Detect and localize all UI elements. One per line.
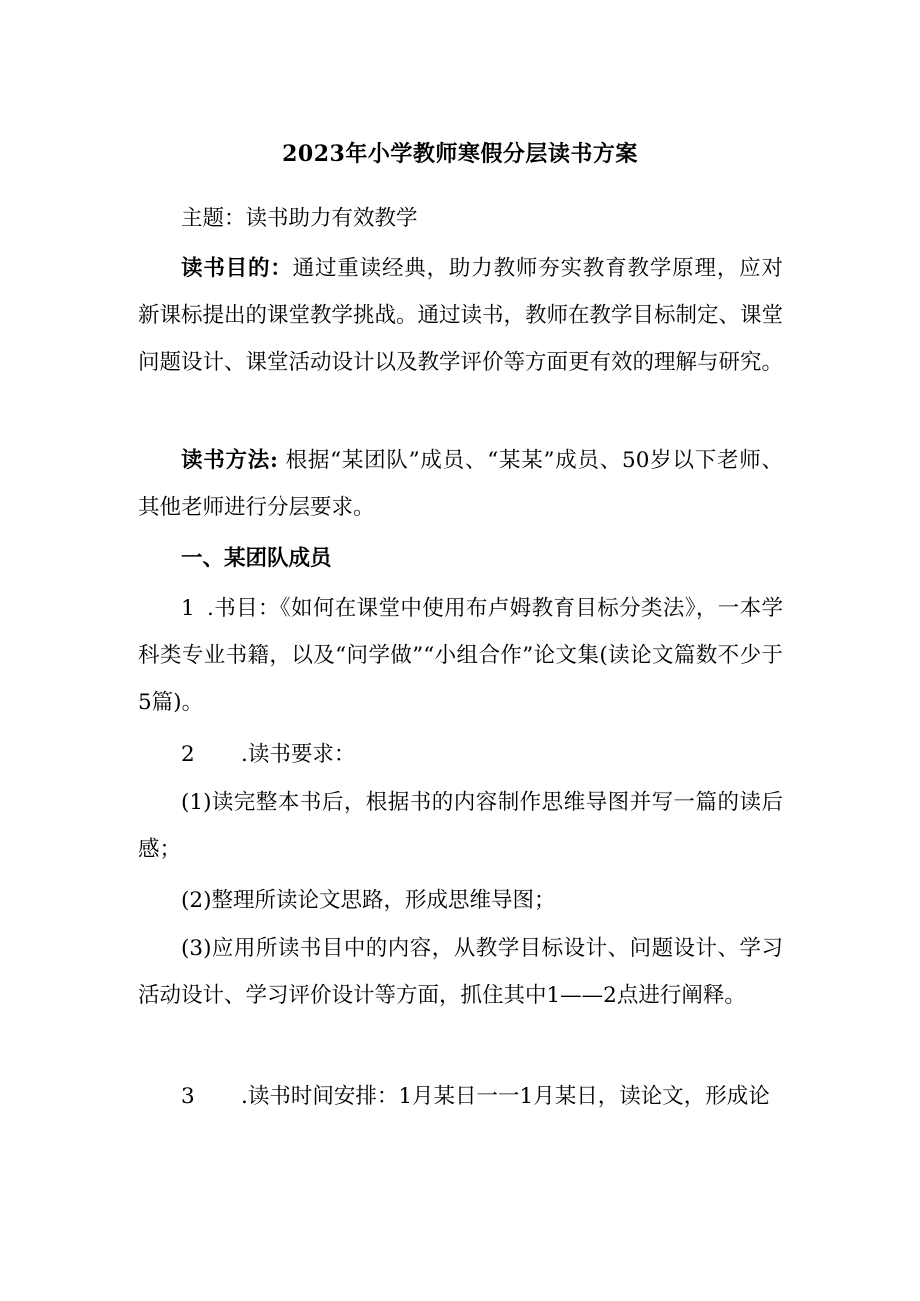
purpose-paragraph xyxy=(138,245,783,386)
section-heading: 一、某团队成员 xyxy=(181,546,332,571)
method-label: 读书方法: xyxy=(181,448,278,473)
item-1-paragraph xyxy=(138,585,783,726)
item-1-number: 1 xyxy=(181,596,195,621)
requirement-1: (1)读完整本书后，根据书的内容制作思维导图并写一篇的读后感； xyxy=(138,790,783,862)
item-3-number: 3 xyxy=(181,1084,195,1109)
purpose-text: 通过重读经典，助力教师夯实教育教学原理，应对新课标提出的课堂教学挑战。通过读书，教师在教学目标制定、课堂问题设计、课堂活动设计以及教学评价等方面更有效的理解与研究。 xyxy=(138,256,784,375)
document-title: 2023年小学教师寒假分层读书方案 xyxy=(282,141,638,167)
item-2-paragraph xyxy=(138,731,783,778)
requirement-3: (3)应用所读书目中的内容，从教学目标设计、问题设计、学习活动设计、学习评价设计等方面，抓住其中1——2点进行阐释。 xyxy=(138,936,783,1008)
method-text: 根据“某团队”成员、“某某”成员、50岁以下老师、其他老师进行分层要求。 xyxy=(138,448,783,520)
item-3-paragraph xyxy=(138,1073,783,1120)
item-2-number: 2 xyxy=(181,742,195,767)
theme-line: 主题：读书助力有效教学 xyxy=(181,206,418,231)
item-3-text: .读书时间安排：1月某日一一1月某日，读论文，形成论 xyxy=(241,1084,770,1109)
method-paragraph xyxy=(138,437,783,531)
item-1-text: .书目：《如何在课堂中使用布卢姆教育目标分类法》，一本学科类专业书籍，以及“问学做”“小组合作”论文集(读论文篇数不少于5篇)。 xyxy=(138,596,783,715)
item-2-text: .读书要求： xyxy=(241,742,356,767)
requirement-2: (2)整理所读论文思路，形成思维导图； xyxy=(181,888,556,913)
purpose-label: 读书目的： xyxy=(181,256,293,281)
